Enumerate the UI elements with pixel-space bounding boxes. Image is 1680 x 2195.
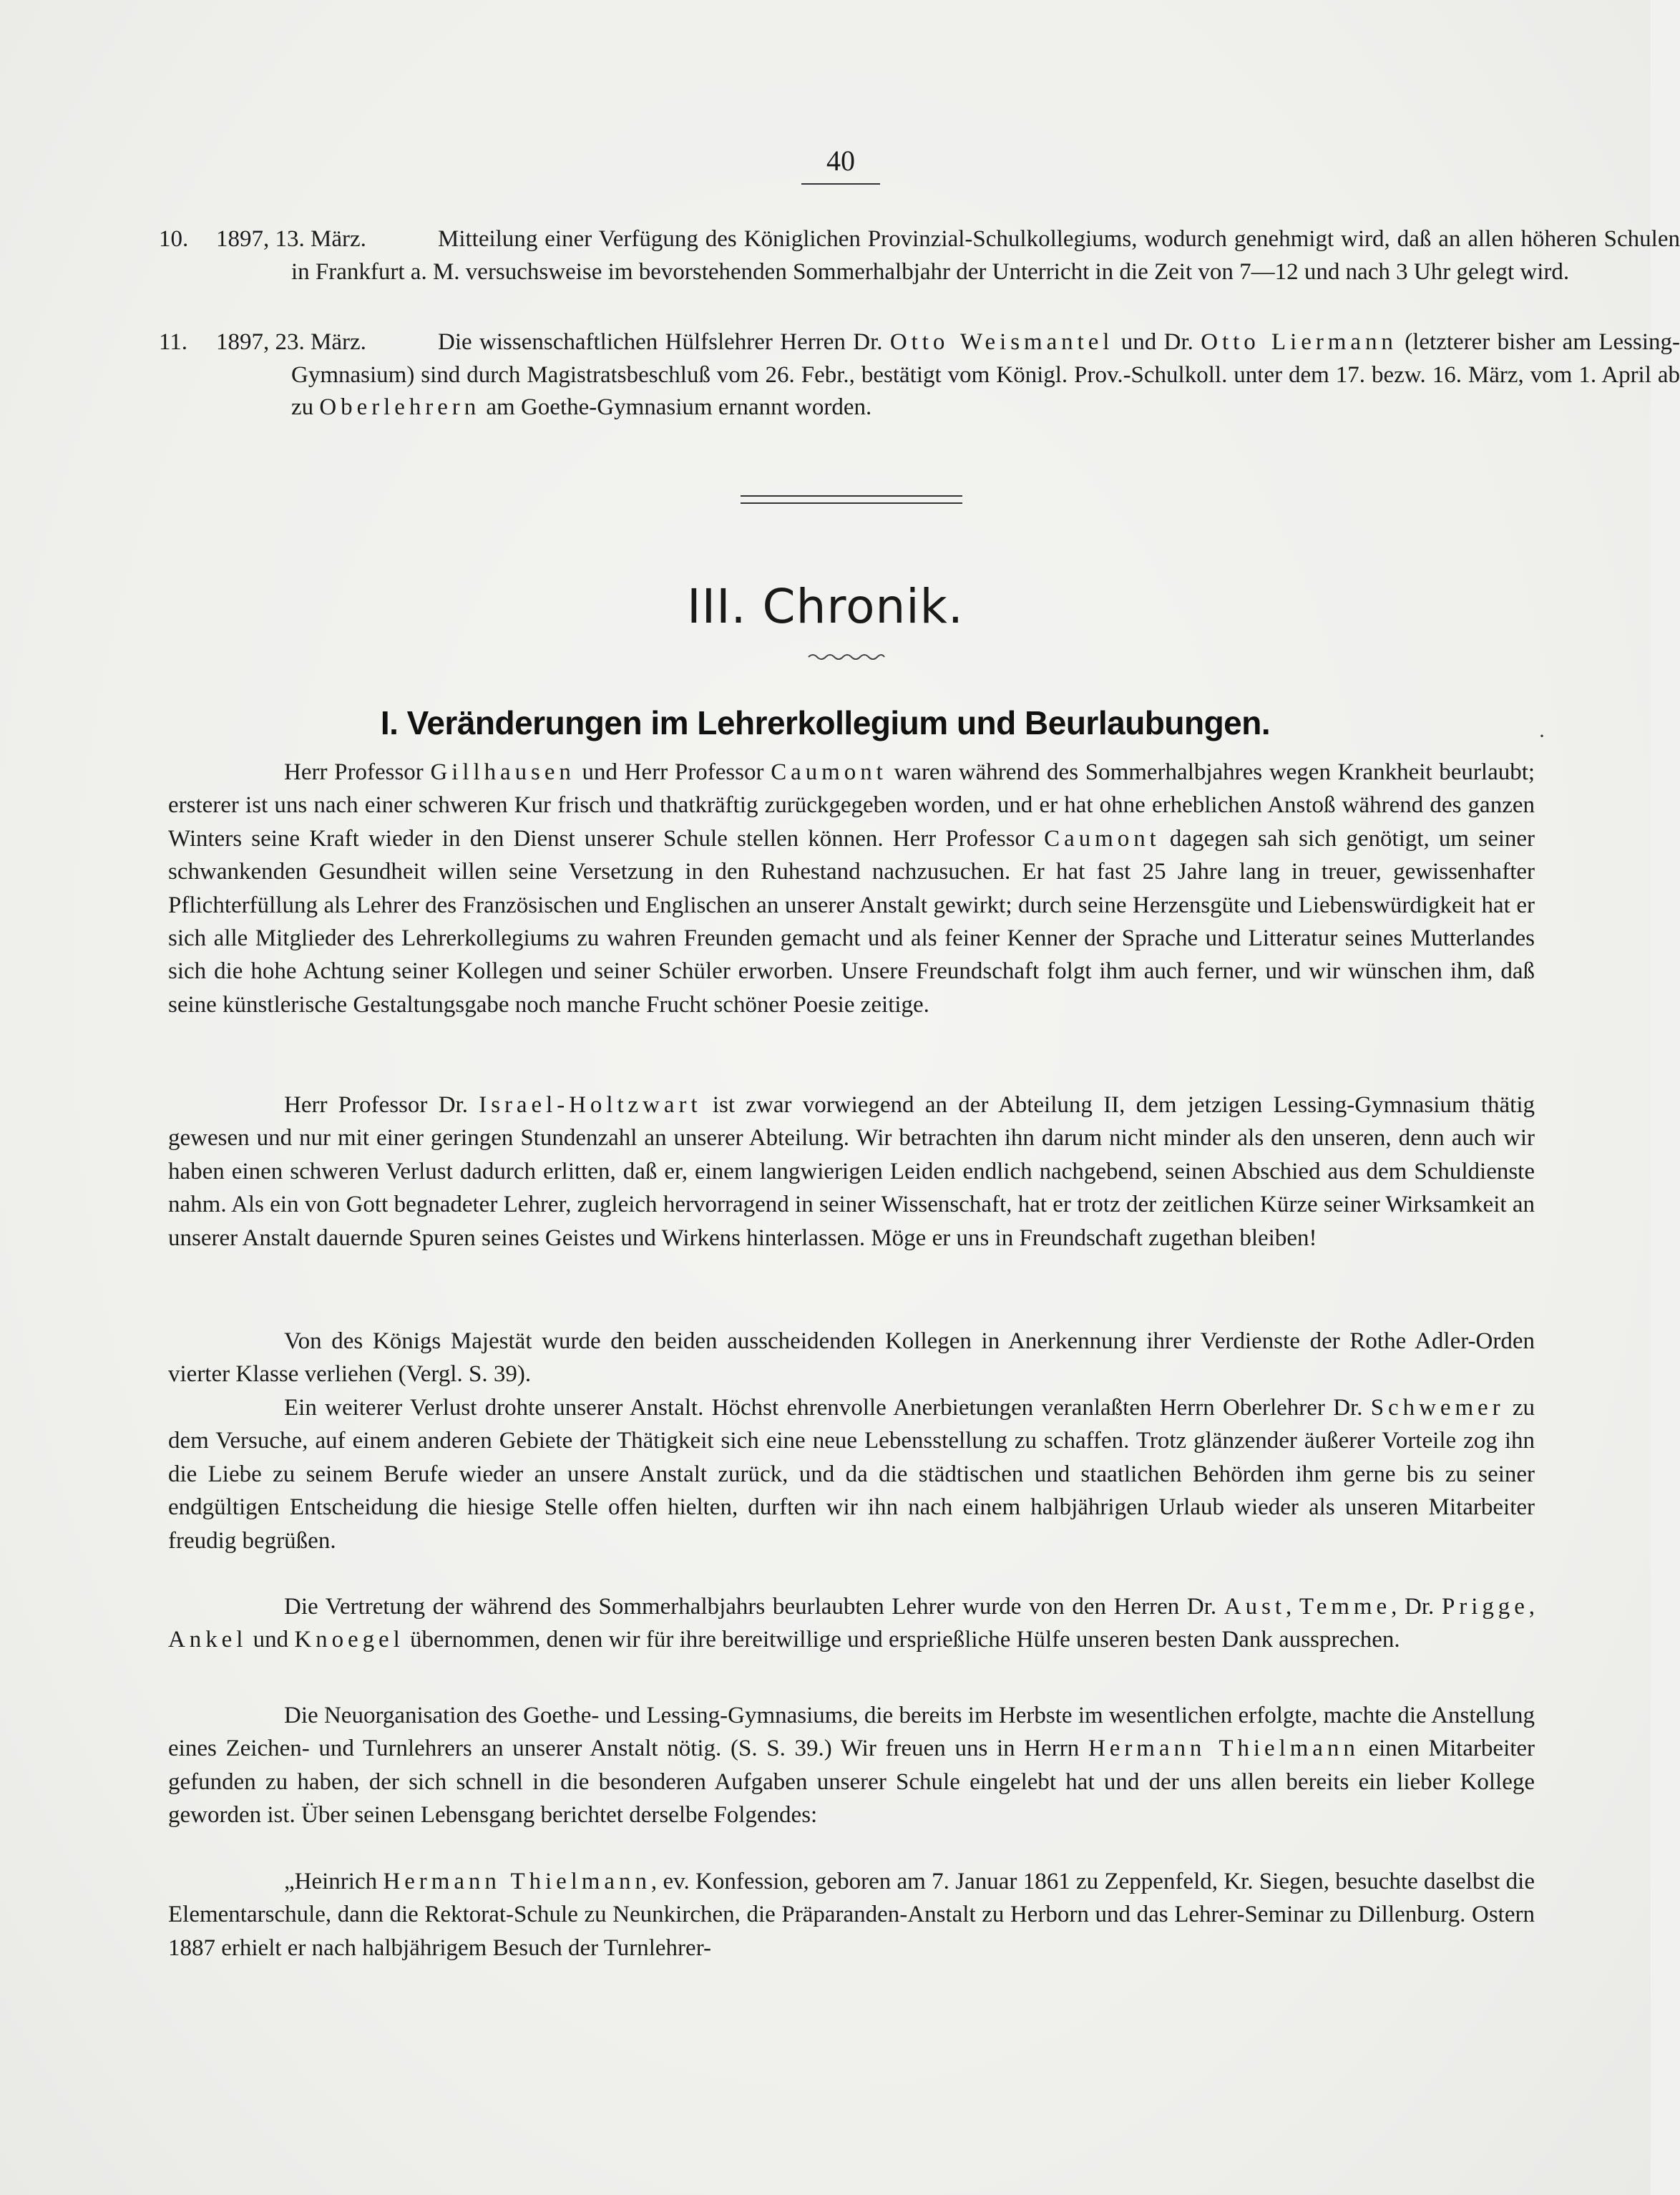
body-paragraph: Die Neuorganisation des Goethe- und Lessing-Gymnasiums, die bereits im Herbste im wesentlichen erfolgte, machte die Anstellung eines Zeichen- und Turnlehrers an unserer Anstalt nötig. (S. S. 39.) Wir freuen uns in Herrn Hermann Thielmann einen Mitarbeiter gefunden zu haben, der sich schnell in die besonderen Aufgaben unserer Schule eingelebt hat und der uns allen bereits ein lieber Kollege geworden ist. Über seinen Lebensgang berichtet derselbe Folgendes: — [168, 1703, 1535, 1829]
person-name: Ankel — [168, 1627, 248, 1653]
section-divider — [741, 495, 962, 504]
person-name: Otto Weismantel — [889, 329, 1114, 355]
person-name: Aust — [1224, 1594, 1286, 1620]
ornament-squiggle — [807, 651, 886, 663]
chapter-title: III. Chronik. — [687, 579, 964, 634]
person-name: Otto Liermann — [1201, 329, 1397, 355]
chronicle-entry — [159, 326, 1680, 462]
entry-number: 10. — [159, 226, 189, 252]
entry-text: Mitteilung einer Verfügung des Königlichen Provinzial-Schulkollegiums, wodurch genehmigt wird, daß an allen höheren Schulen in Frankfurt a. M. versuchsweise im bevorstehenden Sommerhalbjahr der Unterricht in die Zeit von 7—12 und nach 3 Uhr gelegt wird. — [291, 226, 1680, 285]
emphasized-term: Oberlehrern — [319, 394, 481, 420]
person-name: Schwemer — [1370, 1395, 1505, 1421]
entry-date: 1897, 23. März. — [216, 329, 366, 355]
person-name: Prigge — [1441, 1594, 1529, 1620]
person-name: Knoegel — [294, 1627, 404, 1653]
body-paragraph: Herr Professor Dr. Israel-Holtzwart ist zwar vorwiegend an der Abteilung II, dem jetzigen Lessing-Gymnasium thätig gewesen und nur mit einer geringen Stundenzahl an unserer Abteilung. Wir betrachten ihn darum nicht minder als den unseren, denn auch wir haben einen schweren Verlust dadurch erlitten, daß er, einem langwierigen Leiden endlich nachgebend, seinen Abschied aus dem Schuldienste nahm. Als ein von Gott begnadeter Lehrer, zugleich hervorragend in seiner Wissenschaft, hat er trotz der zeitlichen Kürze seiner Wirksamkeit an unserer Anstalt dauernde Spuren seines Geistes und Wirkens hinterlassen. Möge er uns in Freundschaft zugethan bleiben! — [168, 1092, 1535, 1251]
person-name: Caumont — [1044, 825, 1161, 852]
chronicle-entry — [159, 223, 1680, 323]
body-paragraph: Ein weiterer Verlust drohte unserer Anstalt. Höchst ehrenvolle Anerbietungen veranlaßten Herrn Oberlehrer Dr. Schwemer zu dem Versuche, auf einem anderen Gebiete der Thätigkeit sich eine neue Lebensstellung zu schaffen. Trotz glänzender äußerer Vorteile zog ihn die Liebe zu seinem Berufe wieder an unsere Anstalt zurück, und da die städtischen und staatlichen Behörden ihm gerne bis zu seiner endgültigen Entscheidung die hiesige Stelle offen hielten, durften wir ihn nach einem halbjährigen Urlaub wieder als unseren Mitarbeiter freudig begrüßen. — [168, 1395, 1535, 1554]
body-paragraph: Von des Königs Majestät wurde den beiden ausscheidenden Kollegen in Anerkennung ihrer Verdienste der Rothe Adler-Orden vierter Klasse verliehen (Vergl. S. 39). — [168, 1328, 1535, 1388]
person-name: Hermann Thielmann — [383, 1869, 651, 1894]
body-paragraph: Die Vertretung der während des Sommerhalbjahrs beurlaubten Lehrer wurde von den Herren Dr. Aust, Temme, Dr. Prigge, Ankel und Knoegel übernommen, denen wir für ihre bereitwillige und ersprießliche Hülfe unseren besten Dank aussprechen. — [168, 1594, 1535, 1653]
page-number: 40 — [801, 143, 880, 185]
person-name: Temme — [1299, 1594, 1392, 1620]
entry-date: 1897, 13. März. — [216, 226, 366, 252]
person-name: Israel-Holtzwart — [479, 1092, 702, 1118]
person-name: Hermann Thielmann — [1088, 1736, 1359, 1762]
person-name: Gillhausen — [430, 759, 575, 785]
entry-text: Die wissenschaftlichen Hülfslehrer Herren Dr. Otto Weismantel und Dr. Otto Liermann (letzterer bisher am Lessing-Gymnasium) sind durch Magistratsbeschluß vom 26. Febr., bestätigt vom Königl. Prov.-Schulkoll. unter dem 17. bezw. 16. März, vom 1. April ab zu Oberlehrern am Goethe-Gymnasium ernannt worden. — [291, 329, 1680, 420]
section-heading: I. Veränderungen im Lehrerkollegium und Beurlaubungen. — [380, 704, 1271, 741]
entry-number: 11. — [159, 329, 188, 355]
person-name: Caumont — [771, 759, 887, 785]
body-paragraph: Herr Professor Gillhausen und Herr Professor Caumont waren während des Sommerhalbjahres wegen Krankheit beurlaubt; ersterer ist uns nach einer schweren Kur frisch und thatkräftig zurückgegeben worden, und er hat ohne erheblichen Anstoß während des ganzen Winters seine Kraft wieder in den Dienst unserer Schule stellen können. Herr Professor Caumont dagegen sah sich genötigt, um seiner schwankenden Gesundheit willen seine Versetzung in den Ruhestand nachzusuchen. Er hat fast 25 Jahre lang in treuer, gewissenhafter Pflichterfüllung als Lehrer des Französischen und Englischen an unserer Anstalt gewirkt; durch seine Herzensgüte und Liebenswürdigkeit hat er sich alle Mitglieder des Lehrerkollegiums zu wahren Freunden gemacht und als feiner Kenner der Sprache und Litteratur seines Mutterlandes sich die hohe Achtung seiner Kollegen und seiner Schüler erworben. Unsere Freundschaft folgt ihm auch ferner, und wir wünschen ihm, daß seine künstlerische Gestaltungsgabe noch manche Frucht schöner Poesie zeitige. — [168, 759, 1535, 1018]
margin-mark: · — [1538, 724, 1545, 748]
body-paragraph: „Heinrich Hermann Thielmann, ev. Konfession, geboren am 7. Januar 1861 zu Zeppenfeld, Kr. Siegen, besuchte daselbst die Elementarschule, dann die Rektorat-Schule zu Neunkirchen, die Präparanden-Anstalt zu Herborn und das Lehrer-Seminar zu Dillenburg. Ostern 1887 erhielt er nach halbjährigem Besuch der Turnlehrer- — [168, 1869, 1535, 1961]
